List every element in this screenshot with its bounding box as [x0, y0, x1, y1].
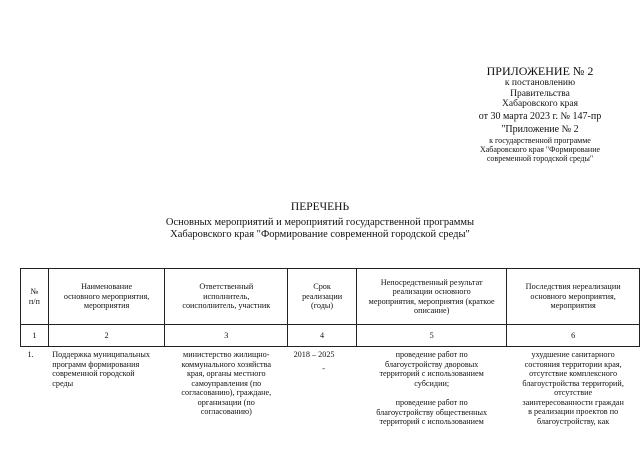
- result-item: проведение работ по благоустройству общественных территорий с использованием: [376, 398, 488, 426]
- measure-name: Поддержка муниципальных программ формирования современной городской среды: [52, 350, 150, 388]
- non-implementation-consequences: ухудшение санитарного состояния территории края, отсутствие комплексного благоустройства территорий, отсутствие заинтересованности граждан в реализации проектов по благоустройству, как: [522, 350, 624, 426]
- column-number-row: [21, 325, 640, 347]
- column-header-term: Срок реализации (годы): [288, 269, 357, 325]
- appendix-quote-line: современной городской среды": [486, 153, 594, 163]
- column-header-num: № п/п: [21, 269, 49, 325]
- table-header-row: [21, 269, 640, 325]
- appendix-block: [440, 64, 640, 163]
- column-number: 1: [21, 325, 49, 347]
- appendix-title: ПРИЛОЖЕНИЕ № 2: [486, 64, 594, 78]
- appendix-date: от 30 марта 2023 г. № 147-пр: [478, 110, 602, 122]
- column-number: 5: [357, 325, 507, 347]
- column-number: 2: [48, 325, 165, 347]
- subtitle-line: Основных мероприятий и мероприятий государственной программы: [165, 217, 475, 228]
- responsible-executor: министерство жилищно- коммунального хозяйства края, органы местного самоуправления (по согласованию), граждане, организации (по согласованию): [181, 350, 272, 416]
- row-number: 1.: [27, 350, 34, 359]
- appendix-line: к постановлению: [504, 78, 576, 88]
- column-header-name: Наименование основного мероприятия, мероприятия: [48, 269, 165, 325]
- direct-result: [357, 347, 507, 443]
- document-heading: [120, 201, 520, 240]
- column-number: 6: [507, 325, 640, 347]
- column-number: 4: [288, 325, 357, 347]
- appendix-quote-line: к государственной программе: [489, 135, 591, 145]
- column-header-consequences: Последствия нереализации основного мероприятия, мероприятия: [507, 269, 640, 325]
- document-title: ПЕРЕЧЕНЬ: [290, 201, 350, 213]
- appendix-line: Правительства: [510, 88, 570, 99]
- implementation-term: 2018 – 2025 -: [288, 347, 357, 443]
- table-row: [21, 347, 640, 443]
- appendix-quote-title: "Приложение № 2: [501, 123, 579, 135]
- column-header-result: Непосредственный результат реализации основного мероприятия, мероприятия (краткое описание): [357, 269, 507, 325]
- term-mark: -: [322, 363, 325, 373]
- appendix-line: Хабаровского края: [502, 99, 578, 109]
- measures-table: [20, 268, 640, 442]
- column-number: 3: [165, 325, 288, 347]
- result-item: проведение работ по благоустройству дворовых территорий с использованием субсидии;: [379, 350, 484, 388]
- appendix-quote-line: Хабаровского края "Формирование: [479, 144, 601, 154]
- column-header-executor: Ответственный исполнитель, соисполнитель, участник: [165, 269, 288, 325]
- subtitle-line: Хабаровского края "Формирование современной городской среды": [170, 228, 470, 240]
- document-subtitle: [120, 217, 520, 240]
